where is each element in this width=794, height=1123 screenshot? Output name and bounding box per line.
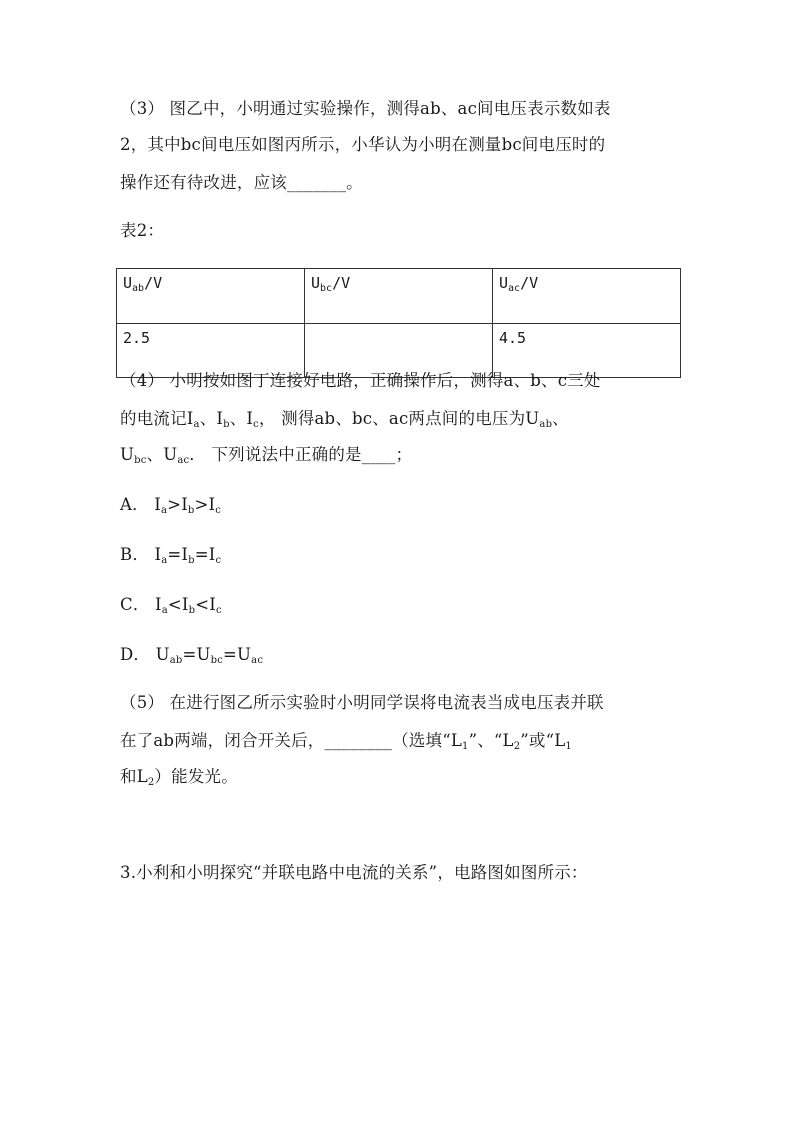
- q3-line-2: 2，其中bc间电压如图丙所示，小华认为小明在测量bc间电压时的: [120, 135, 606, 154]
- q4-line-2: 的电流记$I_a$、$I_b$、$I_c$， 测得ab、bc、ac两点间的电压为$U_{ab}$、: [120, 409, 569, 430]
- q3-line-3: 操作还有待改进，应该_______。: [120, 173, 363, 192]
- q5-line-1: （5） 在进行图乙所示实验时小明同学误将电流表当成电压表并联: [120, 693, 604, 712]
- value-uab: 2.5: [117, 324, 305, 378]
- option-c: C． $I_a<I_b<I_c$: [120, 595, 222, 616]
- header-uac: $U_{ac}/V$: [493, 269, 681, 324]
- table-caption: 表2：: [120, 221, 165, 240]
- q5-line-2: 在了ab两端，闭合开关后，________（选填“$L_1$”、“$L_2$”或“$L_1$: [120, 731, 572, 752]
- option-a: A． $I_a>I_b>I_c$: [120, 495, 222, 516]
- q4-line-1: （4） 小明按如图丁连接好电路，正确操作后，测得a、b、c三处: [120, 371, 601, 390]
- q3-line-1: （3） 图乙中，小明通过实验操作，测得ab、ac间电压表示数如表: [120, 99, 611, 118]
- header-uab: $U_{ab}/V$: [117, 269, 305, 324]
- q6-line-1: 3.小利和小明探究“并联电路中电流的关系”，电路图如图所示：: [120, 863, 588, 882]
- value-uac: 4.5: [493, 324, 681, 378]
- q4-line-3: $U_{bc}$、$U_{ac}$． 下列说法中正确的是____；: [120, 445, 413, 466]
- option-d: D． $U_{ab}=U_{bc}=U_{ac}$: [120, 645, 264, 666]
- voltage-table: [116, 268, 681, 378]
- table-header-row: [117, 269, 681, 324]
- header-ubc: $U_{bc}/V$: [305, 269, 493, 324]
- option-b: B． $I_a=I_b=I_c$: [120, 545, 222, 566]
- q5-line-3: 和$L_2$）能发光。: [120, 767, 238, 788]
